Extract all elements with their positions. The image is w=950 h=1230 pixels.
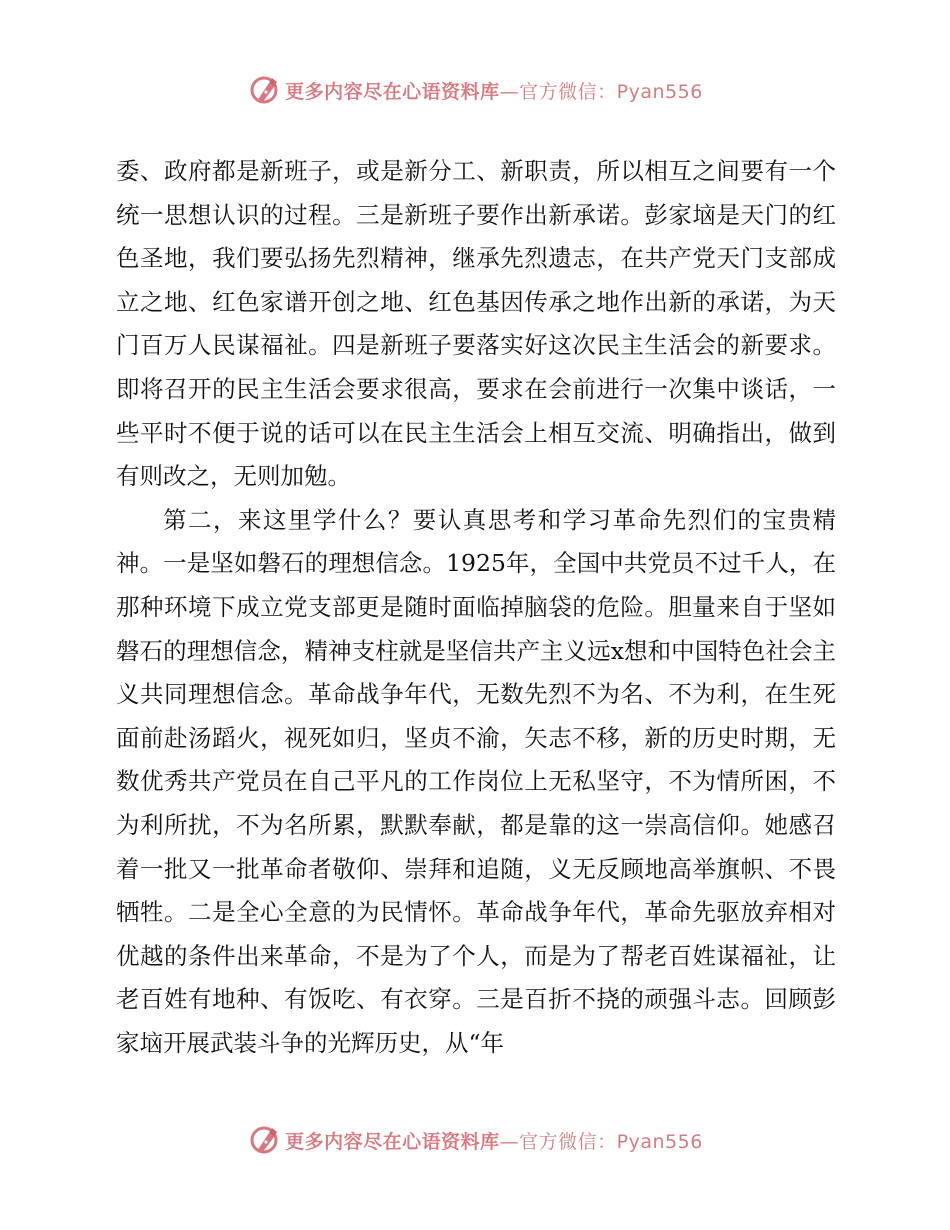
banner-main-text: 更多内容尽在心语资料库 <box>285 80 500 103</box>
banner-main-text: 更多内容尽在心语资料库 <box>285 1130 500 1153</box>
banner-sub-text: —官方微信：Pyan556 <box>499 80 703 103</box>
pen-nib-logo-icon <box>247 73 281 107</box>
header-banner <box>0 70 950 110</box>
banner-text <box>285 77 703 104</box>
footer-banner <box>0 1120 950 1160</box>
banner-text <box>285 1127 703 1154</box>
pen-nib-logo-icon <box>247 1123 281 1157</box>
paragraph-continuation: 委、政府都是新班子，或是新分工、新职责，所以相互之间要有一个统一思想认识的过程。三是新班子要作出新承诺。彭家垴是天门的红色圣地，我们要弘扬先烈精神，继承先烈遗志，在共产党天门支部成立之地、红色家谱开创之地、红色基因传承之地作出新的承诺，为天门百万人民谋福祉。四是新班子要落实好这次民主生活会的新要求。即将召开的民主生活会要求很高，要求在会前进行一次集中谈话，一些平时不便于说的话可以在民主生活会上相互交流、明确指出，做到有则改之，无则加勉。 <box>116 157 836 491</box>
document-body <box>116 150 836 1065</box>
paragraph-second-point: 第二，来这里学什么？要认真思考和学习革命先烈们的宝贵精神。一是坚如磐石的理想信念。1925年，全国中共党员不过千人，在那种环境下成立党支部更是随时面临掉脑袋的危险。胆量来自于坚如磐石的理想信念，精神支柱就是坚信共产主义远x想和中国特色社会主义共同理想信念。革命战争年代，无数先烈不为名、不为利，在生死面前赴汤蹈火，视死如归，坚贞不渝，矢志不移，新的历史时期，无数优秀共产党员在自己平凡的工作岗位上无私坚守，不为情所困，不为利所扰，不为名所累，默默奉献，都是靠的这一崇高信仰。她感召着一批又一批革命者敬仰、崇拜和追随，义无反顾地高举旗帜、不畏牺牲。二是全心全意的为民情怀。革命战争年代，革命先驱放弃相对优越的条件出来革命，不是为了个人，而是为了帮老百姓谋福祉，让老百姓有地种、有饭吃、有衣穿。三是百折不挠的顽强斗志。回顾彭家垴开展武装斗争的光辉历史，从“年 <box>116 505 836 1057</box>
banner-sub-text: —官方微信：Pyan556 <box>499 1130 703 1153</box>
